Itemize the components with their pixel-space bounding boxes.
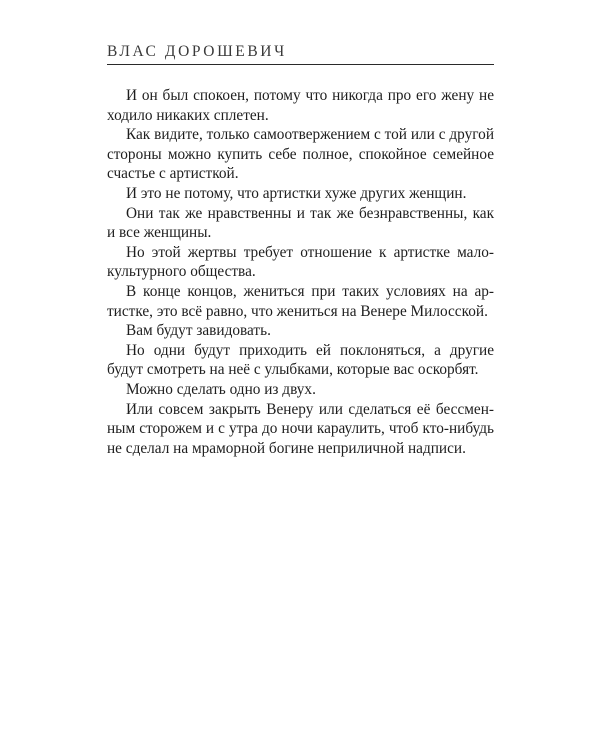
body-text xyxy=(107,86,494,458)
paragraph: Можно сделать одно из двух. xyxy=(126,380,316,398)
paragraph: Как видите, только самоотвержением с той или с другой стороны можно купить себе полное, спокойное семейное счастье с артисткой. xyxy=(107,126,494,183)
paragraph: Но этой жертвы требует отношение к артистке малокультурного общества. xyxy=(107,243,494,281)
paragraph: Но одни будут приходить ей поклоняться, а другие будут смотреть на неё с улыбками, которые вас оскорбят. xyxy=(107,341,494,379)
paragraph: И это не потому, что артистки хуже других женщин. xyxy=(126,184,467,202)
paragraph: Вам будут завидовать. xyxy=(126,322,271,340)
running-header-author: ВЛАС ДОРОШЕВИЧ xyxy=(107,43,287,60)
paragraph: Они так же нравственны и так же безнравственны, как и все женщины. xyxy=(107,204,494,242)
paragraph: Или совсем закрыть Венеру или сделаться её бессменным сторожем и с утра до ночи караулить, чтоб кто-нибудь не сделал на мраморной богине неприличной надписи. xyxy=(107,400,494,457)
header-divider xyxy=(107,64,494,65)
paragraph: В конце концов, жениться при таких условиях на артистке, это всё равно, что жениться на Венере Милосской. xyxy=(107,282,494,320)
paragraph: И он был спокоен, потому что никогда про его жену не ходило никаких сплетен. xyxy=(107,87,494,124)
